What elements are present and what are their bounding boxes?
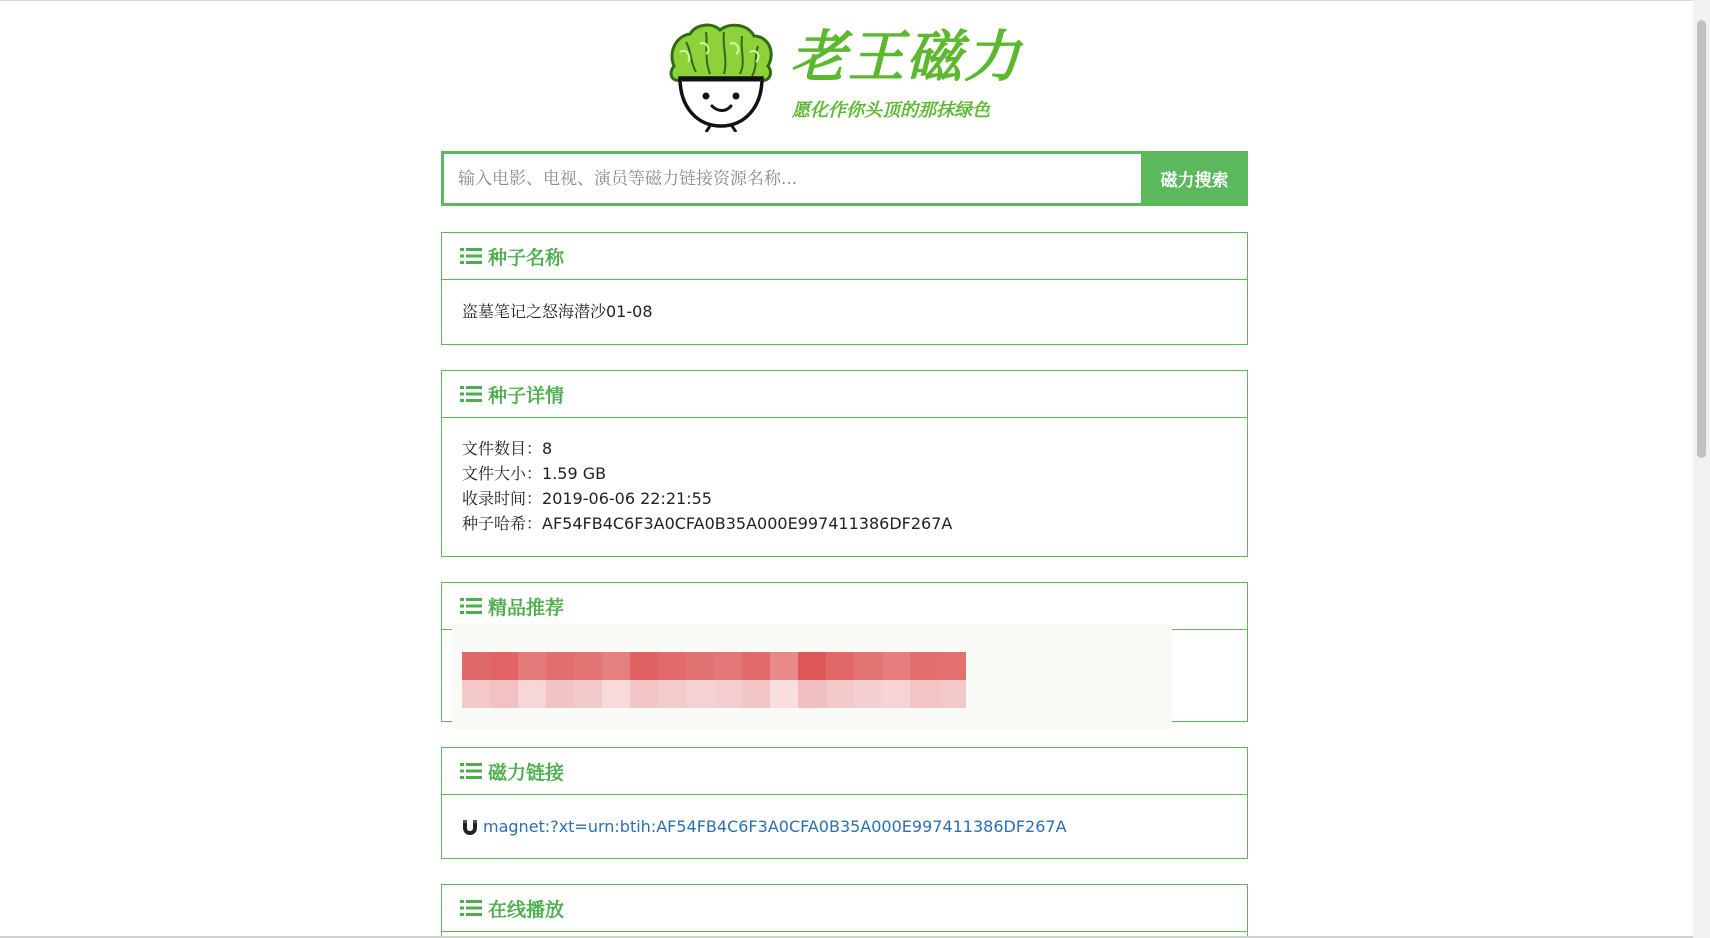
- recommend-panel: [441, 582, 1248, 722]
- torrent-name: 盗墓笔记之怒海潜沙01-08: [462, 302, 653, 321]
- detail-file-size: 文件大小：1.59 GB: [462, 464, 607, 483]
- online-play-panel: [441, 884, 1248, 938]
- panel-title: 精品推荐: [488, 596, 565, 619]
- top-divider: [0, 0, 1710, 1]
- torrent-name-panel: [441, 232, 1248, 345]
- panel-title: 种子名称: [488, 246, 565, 269]
- list-icon: [460, 247, 482, 265]
- list-icon: [460, 762, 482, 780]
- panel-body: [442, 418, 1247, 554]
- logo-slogan: 愿化作你头顶的那抹绿色: [792, 100, 990, 121]
- ad-strip-top: [462, 652, 966, 680]
- scrollbar-thumb[interactable]: [1697, 20, 1706, 458]
- vertical-scrollbar[interactable]: [1693, 0, 1710, 938]
- search-button[interactable]: 磁力搜索: [1141, 151, 1248, 206]
- panel-heading: [442, 233, 1247, 280]
- blurred-ad-banner[interactable]: [452, 624, 1172, 730]
- magnet-link[interactable]: magnet:?xt=urn:btih:AF54FB4C6F3A0CFA0B35A000E997411386DF267A: [483, 817, 1067, 836]
- magnet-row: [462, 814, 1227, 839]
- lettuce-head-icon: [666, 22, 776, 132]
- list-icon: [460, 385, 482, 403]
- magnet-icon: [462, 819, 478, 835]
- panel-title: 在线播放: [488, 898, 565, 921]
- panel-title: 磁力链接: [488, 761, 565, 784]
- search-bar: [441, 151, 1248, 206]
- magnet-link-panel: [441, 747, 1248, 859]
- logo-title: 老王磁力: [790, 25, 1022, 90]
- list-icon: [460, 597, 482, 615]
- detail-file-count: 文件数目：8: [462, 439, 553, 458]
- detail-info-hash: 种子哈希：AF54FB4C6F3A0CFA0B35A000E997411386DF267A: [462, 514, 953, 533]
- panel-body: [442, 795, 1247, 857]
- panel-body: [442, 280, 1247, 342]
- panel-heading: [442, 583, 1247, 630]
- panel-title: 种子详情: [488, 384, 565, 407]
- panel-body: [442, 630, 1247, 722]
- detail-indexed-time: 收录时间：2019-06-06 22:21:55: [462, 489, 712, 508]
- panel-heading: [442, 371, 1247, 418]
- panel-heading: [442, 885, 1247, 932]
- list-icon: [460, 899, 482, 917]
- torrent-details-panel: [441, 370, 1248, 557]
- site-logo[interactable]: [666, 22, 1022, 132]
- ad-strip-bottom: [462, 680, 966, 708]
- panel-heading: [442, 748, 1247, 795]
- search-input[interactable]: [444, 154, 1141, 203]
